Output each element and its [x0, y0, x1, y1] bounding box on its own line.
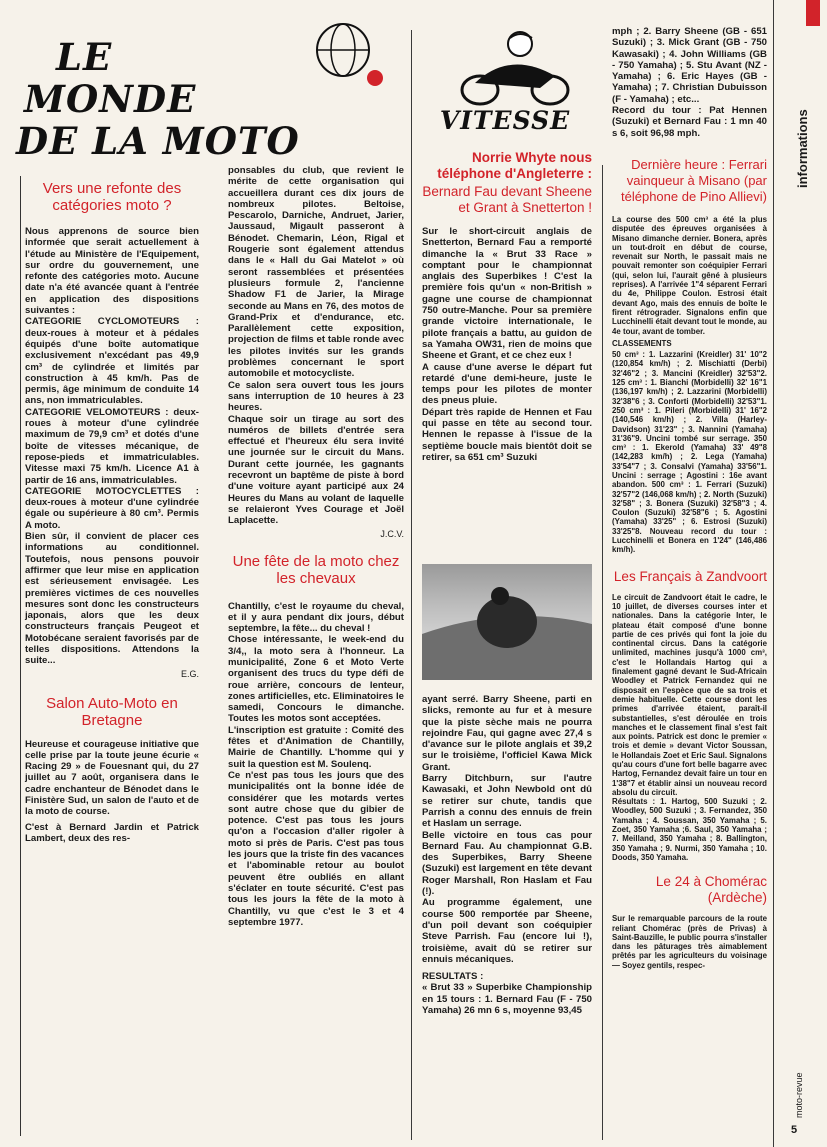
column-1 — [20, 176, 199, 1136]
headline-norrie: Norrie Whyte nous téléphone d'Angleterre : — [437, 150, 592, 181]
column-4 — [612, 26, 767, 970]
article-text: A cause d'une averse le départ fut retardé d'une demi-heure, juste le temps pour les pilotes de monter des pneus pluie. — [422, 361, 592, 407]
lap-record: Record du tour : Pat Hennen (Suzuki) et Bernard Fau : 1 mn 40 s 6, soit 96,98 mph. — [612, 105, 767, 139]
article-text: Au programme également, une course 500 remportée par Sheene, d'un poil devant son coéquipier Steve Parrish. Fau (encore lui !), troisième, avait dû se retirer sur ennuis mécaniques. — [422, 897, 592, 965]
article-text: ayant serré. Barry Sheene, parti en slicks, remonte au fur et à mesure que la piste sèche mais ne pourra rejoindre Fau, qui gagne avec 27,4 s d'avance sur le pilote anglais et 39,2 sur le troisième, l'officiel Kawa Mick Grant. — [422, 694, 592, 773]
page-number: 5 — [791, 1124, 798, 1136]
article-text: Nous apprenons de source bien informée que serait actuellement à l'étude au Ministère de l'Equipement, sur ordre du gouvernement, une refonte des catégories moto. Aucune date n'a été avancée quant à l'entrée en application des dispositions suivantes : — [25, 226, 199, 317]
article-text: Chose intéressante, le week-end du 3/4,, la moto sera à l'honneur. La municipalité, Zone 6 et Moto Verte organisent des trucs du type défi de roue arrière, concours de lenteur, zones artificielles, etc. Eliminatoires le samedi, Concours le dimanche. Toutes les motos sont acceptées. — [228, 634, 404, 725]
subheadline-fau: Bernard Fau devant Sheene et Grant à Snetterton ! — [422, 184, 592, 215]
globe-moto-icon — [298, 8, 388, 98]
results-text: « Brut 33 » Superbike Championship en 15 tours : 1. Bernard Fau (F - 750 Yamaha) 26 mn 6 s, moyenne 93,45 — [422, 982, 592, 1017]
signature: E.G. — [180, 668, 199, 679]
article-text: Sur le short-circuit anglais de Snetterton, Bernard Fau a remporté dimanche la « Brut 33 Race » comptant pour le championnat anglais des Superbikes ! C'est la première fois qu'un « non-British » gagne une course de championnat 750 outre-Manche. Pour sa première grande victoire internationale, le pilote français a battu, au guidon de sa Yamaha OW31, rien de moins que Sheene et Grant, et ce chez eux ! — [422, 226, 592, 362]
column-3 — [422, 150, 592, 463]
article-text: ponsables du club, que revient le mérite de cette organisation qui accueillera durant ces dix jours de nombreux pilotes. Beltoise, Pescarolo, Darniche, Andruet, Jarier, Jaussaud, Migault passeront à Bénodet. Chemarin, Léon, Rigal et Rougerie sont également attendus dans le « Hall du Gai Matelot » où seront rassemblées et présentées plusieurs formule 2, l'ancienne Shadow F1 de Jarier, la Mirage seconde au Mans en 76, des motos de Grand-Prix et d'endurance, etc. Parallèlement cette exposition, projection de films et table ronde avec les pilotes invités sur les grands problèmes concernant le sport automobile et motocycliste. — [228, 165, 404, 380]
article-text: Bien sûr, il convient de placer ces informations au conditionnel. Toutefois, nous pensons pouvoir affirmer que leur mise en application est sérieusement envisagée. Les premières victimes de ces nouvelles mesures sont donc les constructeurs japonais, alors que les deux constructeurs français Peugeot et Motobécane seraient favorisés par de telles dispositions. Attendons la suite... — [25, 531, 199, 667]
section-label: informations — [795, 109, 810, 188]
column-2 — [228, 165, 404, 928]
article-text: CATEGORIE VELOMOTEURS : deux-roues à moteur d'une cylindrée maximum de 79,9 cm³ et dotés d'une boîte de vitesses mécanique, de repose-pieds et immatriculables. Vitesse maxi 75 km/h. Licence A1 à partir de 16 ans, immatriculables. — [25, 406, 199, 486]
article-text: La course des 500 cm³ a été la plus disputée des épreuves organisées à Misano dimanche dernier. Bonera, après un tout-droit en début de course, revenait sur North, le passait mais ne pouvait remonter son coéquipier Ferrari (qui, selon lui, l'aurait gêné à plusieurs reprises). A l'arrivée 1"4 séparent Ferrari du 4e, Philippe Coulon. Estrosi était devant Ago, mais des ennuis de boîte le firent rétrograder. Signalons enfin que Lucchinelli était devant tout le monde, au 4e tour, avant de tomber. — [612, 214, 767, 336]
classifications-text: 50 cm³ : 1. Lazzarini (Kreidler) 31' 10"2 (120,854 km/h) ; 2. Mischiatti (Derbi) 32'46"2 ; 3. Mancini (Kreidler) 32'53"2. 125 cm³ : 1. Bianchi (Morbidelli) 32' 16"1 (136,197 km/h) ; 2. Lazzarini (Morbidelli) 32'38"6 ; 3. Conforti (Morbidelli) 32'53"1. 250 cm³ : 1. Pileri (Morbidelli) 31' 16"2 (140,546 km/h) ; 2. Villa (Harley-Davidson) 31'23" ; 3. Nannini (Yamaha) 31'36"9. Uncini tombé sur serrage. 350 cm³ : 1. Ekerold (Yamaha) 33' 49"8 (142,283 km/h) ; 2. Lega (Yamaha) 33'54"7 ; 3. Consalvi (Yamaha) 33'56"1. Uncini : serrage ; Agostini : 16e avant abandon. 500 cm³ : 1. Ferrari (Suzuki) 32'57"2 (146,068 km/h) ; 2. North (Suzuki) 32'58" ; 3. Bonera (Suzuki) 32'58"3 ; 4. Coulon (Suzuki) 32'58"6 ; 5. Agostini (Yamaha) 33'25" ; 6. Estrosi (Suzuki) 33'25"8. Nouveau record du tour : Lucchinelli et Bonera en 1'24" (146,486 km/h). — [612, 350, 767, 555]
article-text: Sur le remarquable parcours de la route reliant Chomérac (près de Privas) à Saint-Bauzille, le public pourra s'installer dans les pâturages très aimablement prêtés par les agriculteurs du voisinage — Soyez gentils, respec- — [612, 914, 767, 970]
masthead-line-3: DE LA MOTO — [16, 119, 300, 163]
column-rule — [773, 0, 774, 1147]
article-text: Départ très rapide de Hennen et Fau qui passe en tête au second tour. Hennen le repasse à l'issue de la septième boucle mais bientôt doit se retirer, sa 651 cm³ Suzuki — [422, 406, 592, 463]
article-text: Le circuit de Zandvoort était le cadre, le 10 juillet, de diverses courses inter et nationales. Dans la catégorie Inter, le plateau était composé d'une bonne partie de ces privés qui font la joie du continental circus. Dans la catégorie unlimited, machines jusqu'à 1000 cm³, c'est le Hollandais Hartog qui a finalement gagné devant le Sud-Africain Woodley et Patrick Fernandez qui ne disposait en l'espèce que de sa trois et demie habituelle. Cette course dont les primes d'arrivée étaient, paraît-il substantielles, s'est déroulée en trois manches et le classement final s'est fait aux points. Patrick est donc le premier « trois et demie » devant Victor Soussan, le Hollandais Zoet et Eric Saul. Signalons qu'au cours d'une fort belle bagarre avec Hartog, Fernandez devait faire un tour en 1'38"7 et établir ainsi un nouveau record absolu du circuit. — [612, 592, 767, 797]
signature: J.C.V. — [380, 528, 404, 539]
column-rule — [602, 165, 603, 1140]
article-text: Chantilly, c'est le royaume du cheval, et il y aura pendant dix jours, début septembre, la fête... du cheval ! — [228, 600, 404, 635]
masthead-line-1: LE — [56, 35, 113, 79]
article-text: Belle victoire en tous cas pour Bernard Fau. Au championnat G.B. des Superbikes, Barry Sheene (Suzuki) est largement en tête devant Roger Marshall, Ron Haslam et Fau (!). — [422, 829, 592, 898]
article-text: CATEGORIE CYCLOMOTEURS : deux-roues à moteur et à pédales équipés d'une boîte automatique exclusivement n'excédant pas 49,9 cm³ de cylindrée et limités par construction à 45 km/h. Pas de permis, âge minimum de conduite 14 ans, non immatriculables. — [25, 316, 199, 407]
rider-illustration — [440, 28, 590, 110]
column-rule — [411, 30, 412, 1140]
masthead-line-2: MONDE — [24, 77, 197, 121]
results-text: mph ; 2. Barry Sheene (GB - 651 Suzuki) ; 3. Mick Grant (GB - 750 Kawasaki) ; 4. John Williams (GB - 750 Yamaha) ; 5. Stu Avant (NZ - Yamaha) ; 6. Eric Hayes (GB - Yamaha) ; 7. Christian Dubuisson (F - Yamaha) ; etc... — [612, 26, 767, 105]
headline-salon: Salon Auto-Moto en Bretagne — [46, 694, 178, 729]
article-text: L'inscription est gratuite : Comité des fêtes et d'Animation de Chantilly, Mairie de Chantilly. L'homme qui y suit la question est M. Soulenq. — [228, 724, 404, 770]
headline-fete: Une fête de la moto chez les chevaux — [232, 552, 400, 587]
results-text: Résultats : 1. Hartog, 500 Suzuki ; 2. Woodley, 500 Suzuki ; 3. Fernandez, 350 Yamaha ; 4. Soussan, 350 Yamaha ; 5. Zoet, 350 Yamaha ;6. Saul, 350 Yamaha ; 7. Meilland, 350 Yamaha ; 8. Ballington, 350 Yamaha ; 9. Nurmi, 350 Yamaha ; 10. Doods, 350 Yamaha. — [612, 797, 767, 862]
race-photo — [422, 564, 592, 680]
classifications-heading: CLASSEMENTS — [612, 338, 672, 348]
article-text: Heureuse et courageuse initiative que celle prise par la toute jeune écurie « Racing 29 » de Fouesnant qui, du 27 juillet au 7 août, organisera dans le cadre enchanteur de Bénodet dans le Finistère Sud, un salon de l'auto et de la moto de course. — [25, 738, 199, 818]
headline-zandvoort: Les Français à Zandvoort — [613, 568, 767, 584]
results-heading: RESULTATS : — [422, 971, 484, 983]
article-text: Ce salon sera ouvert tous les jours sans interruption de 10 heures à 23 heures. — [228, 379, 404, 414]
red-tab — [806, 0, 820, 26]
headline-refonte: Vers une refonte des catégories moto ? — [42, 180, 182, 214]
article-text: Chaque soir un tirage au sort des numéros de billets d'entrée sera effectué et l'heureux élu sera invité une journée sur le circuit du Mans. Durant cette journée, les gagnants recevront un baptême de piste à bord d'une voiture ayant participé aux 24 Heures du Mans au volant de laquelle se relaieront Yves Courage et Joël Laplacette. — [228, 413, 404, 527]
article-text: C'est à Bernard Jardin et Patrick Lambert, deux des res- — [25, 821, 199, 844]
article-text: Ce n'est pas tous les jours que des municipalités ont la bonne idée de considérer que les motards vertes sont autre chose que du gibier de potence. C'est pas tous les jours qu'on a l'occasion d'aller rigoler à moto si près de Paris. C'est pas tous les jours que la triste fin des vacances et l'abominable retour au boulot peuvent être oubliés en allant s'éclater en toute sécurité. C'est pas tous les jours la fête de la moto à Chantilly, vu que c'est le 3 et 4 septembre 1977. — [228, 769, 404, 928]
column-3-continued — [422, 694, 592, 1016]
article-text: CATEGORIE MOTOCYCLETTES : deux-roues à moteur d'une cylindrée égale ou supérieure à 80 cm³. Permis A moto. — [25, 485, 199, 531]
headline-ferrari: Dernière heure : Ferrari vainqueur à Misano (par téléphone de Pino Allievi) — [621, 156, 767, 204]
headline-chomerac: Le 24 à Chomérac (Ardèche) — [655, 874, 767, 906]
vitesse-logo: VITESSE — [439, 106, 571, 135]
article-text: Barry Ditchburn, sur l'autre Kawasaki, et John Newbold ont dû se retirer sur chute, tandis que Parrish a connu des ennuis de frein et Haslam un serrage. — [422, 773, 592, 830]
